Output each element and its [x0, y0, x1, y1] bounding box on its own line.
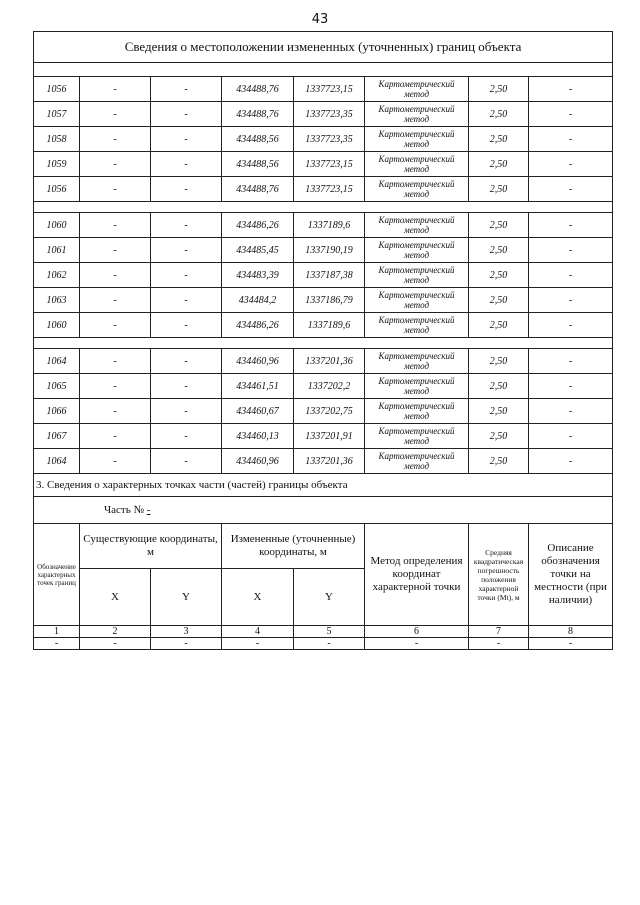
cell-y1: -: [151, 424, 222, 449]
cell-method: Картометрический метод: [365, 102, 469, 127]
cell-y2: 1337186,79: [294, 288, 365, 313]
empty-cell: -: [34, 638, 80, 650]
cell-y1: -: [151, 177, 222, 202]
cell-id: 1065: [34, 374, 80, 399]
cell-accuracy: 2,50: [469, 177, 529, 202]
cell-accuracy: 2,50: [469, 349, 529, 374]
empty-cell: -: [529, 638, 613, 650]
separator-cell: [34, 63, 613, 77]
cell-x1: -: [80, 152, 151, 177]
table-row: [34, 288, 613, 313]
cell-desc: -: [529, 238, 613, 263]
section3-row: [34, 474, 613, 497]
cell-id: 1058: [34, 127, 80, 152]
cell-method: Картометрический метод: [365, 288, 469, 313]
table-row: [34, 77, 613, 102]
cell-method: Картометрический метод: [365, 127, 469, 152]
cell-x2: 434488,76: [222, 77, 294, 102]
table-row: [34, 213, 613, 238]
cell-accuracy: 2,50: [469, 288, 529, 313]
column-index: 2: [80, 626, 151, 638]
header-method: Метод определения координат характерной точки: [365, 524, 469, 626]
table-row: [34, 238, 613, 263]
cell-x2: 434485,45: [222, 238, 294, 263]
cell-y2: 1337201,36: [294, 349, 365, 374]
cell-method: Картометрический метод: [365, 374, 469, 399]
cell-x1: -: [80, 374, 151, 399]
cell-y1: -: [151, 263, 222, 288]
cell-x1: -: [80, 424, 151, 449]
cell-x2: 434483,39: [222, 263, 294, 288]
cell-y2: 1337201,36: [294, 449, 365, 474]
empty-cell: -: [469, 638, 529, 650]
empty-cell: -: [80, 638, 151, 650]
cell-x1: -: [80, 102, 151, 127]
cell-id: 1064: [34, 349, 80, 374]
cell-y2: 1337189,6: [294, 313, 365, 338]
cell-id: 1063: [34, 288, 80, 313]
cell-desc: -: [529, 449, 613, 474]
cell-method: Картометрический метод: [365, 449, 469, 474]
cell-x2: 434488,76: [222, 102, 294, 127]
cell-accuracy: 2,50: [469, 449, 529, 474]
table-row: [34, 449, 613, 474]
cell-accuracy: 2,50: [469, 313, 529, 338]
cell-desc: -: [529, 374, 613, 399]
cell-x2: 434461,51: [222, 374, 294, 399]
empty-cell: -: [365, 638, 469, 650]
cell-x2: 434486,26: [222, 213, 294, 238]
cell-desc: -: [529, 349, 613, 374]
cell-x2: 434486,26: [222, 313, 294, 338]
table-row: [34, 152, 613, 177]
cell-accuracy: 2,50: [469, 263, 529, 288]
header-x-changed: X: [222, 569, 294, 626]
column-index: 4: [222, 626, 294, 638]
cell-y1: -: [151, 374, 222, 399]
cell-y1: -: [151, 288, 222, 313]
column-header-row: [34, 524, 613, 569]
empty-cell: -: [222, 638, 294, 650]
header-y-changed: Y: [294, 569, 365, 626]
column-index: 8: [529, 626, 613, 638]
cell-method: Картометрический метод: [365, 177, 469, 202]
cell-accuracy: 2,50: [469, 77, 529, 102]
table-row: [34, 424, 613, 449]
cell-x2: 434488,76: [222, 177, 294, 202]
section3-title: 3. Сведения о характерных точках части (частей) границы объекта: [34, 474, 613, 497]
cell-y2: 1337187,38: [294, 263, 365, 288]
cell-x2: 434484,2: [222, 288, 294, 313]
cell-x1: -: [80, 349, 151, 374]
column-index-row: [34, 626, 613, 638]
cell-id: 1066: [34, 399, 80, 424]
cell-y2: 1337189,6: [294, 213, 365, 238]
cell-id: 1057: [34, 102, 80, 127]
table-row: [34, 313, 613, 338]
cell-x2: 434460,13: [222, 424, 294, 449]
cell-x1: -: [80, 177, 151, 202]
cell-id: 1056: [34, 177, 80, 202]
column-index: 7: [469, 626, 529, 638]
column-index: 5: [294, 626, 365, 638]
cell-x2: 434488,56: [222, 127, 294, 152]
cell-x2: 434488,56: [222, 152, 294, 177]
cell-desc: -: [529, 102, 613, 127]
cell-y2: 1337723,15: [294, 152, 365, 177]
table-row: [34, 638, 613, 650]
cell-method: Картометрический метод: [365, 349, 469, 374]
cell-method: Картометрический метод: [365, 77, 469, 102]
cell-x1: -: [80, 313, 151, 338]
cell-y2: 1337723,15: [294, 177, 365, 202]
cell-y2: 1337202,75: [294, 399, 365, 424]
cell-accuracy: 2,50: [469, 238, 529, 263]
section-title: Сведения о местоположении измененных (уточненных) границ объекта: [34, 32, 613, 63]
column-index: 1: [34, 626, 80, 638]
cell-accuracy: 2,50: [469, 127, 529, 152]
cell-desc: -: [529, 177, 613, 202]
cell-y1: -: [151, 127, 222, 152]
header-y-existing: Y: [151, 569, 222, 626]
table-row: [34, 349, 613, 374]
cell-method: Картометрический метод: [365, 263, 469, 288]
cell-y2: 1337723,15: [294, 77, 365, 102]
cell-y1: -: [151, 152, 222, 177]
header-changed-coords: Измененные (уточненные) координаты, м: [222, 524, 365, 569]
page-number: 43: [311, 12, 329, 27]
cell-method: Картометрический метод: [365, 399, 469, 424]
cell-x1: -: [80, 399, 151, 424]
cell-method: Картометрический метод: [365, 213, 469, 238]
cell-x1: -: [80, 213, 151, 238]
cell-y2: 1337202,2: [294, 374, 365, 399]
cell-x2: 434460,96: [222, 449, 294, 474]
cell-method: Картометрический метод: [365, 424, 469, 449]
group-separator: [34, 63, 613, 77]
table-row: [34, 263, 613, 288]
cell-x1: -: [80, 77, 151, 102]
cell-id: 1062: [34, 263, 80, 288]
cell-y1: -: [151, 213, 222, 238]
cell-y2: 1337201,91: [294, 424, 365, 449]
table-row: [34, 177, 613, 202]
cell-y2: 1337723,35: [294, 102, 365, 127]
empty-cell: -: [294, 638, 365, 650]
table-row: [34, 399, 613, 424]
cell-accuracy: 2,50: [469, 424, 529, 449]
cell-accuracy: 2,50: [469, 102, 529, 127]
cell-y1: -: [151, 77, 222, 102]
cell-id: 1064: [34, 449, 80, 474]
part-row: [34, 497, 613, 524]
cell-y2: 1337723,35: [294, 127, 365, 152]
separator-cell: [34, 338, 613, 349]
separator-cell: [34, 202, 613, 213]
cell-desc: -: [529, 77, 613, 102]
part-number: -: [146, 504, 151, 516]
cell-desc: -: [529, 399, 613, 424]
cell-x1: -: [80, 238, 151, 263]
cell-method: Картометрический метод: [365, 313, 469, 338]
cell-id: 1059: [34, 152, 80, 177]
cell-accuracy: 2,50: [469, 399, 529, 424]
cell-desc: -: [529, 288, 613, 313]
part-label: Часть №: [104, 504, 144, 516]
cell-id: 1067: [34, 424, 80, 449]
cell-method: Картометрический метод: [365, 152, 469, 177]
cell-desc: -: [529, 424, 613, 449]
table-row: [34, 127, 613, 152]
cell-y1: -: [151, 102, 222, 127]
cell-desc: -: [529, 313, 613, 338]
table-row: [34, 102, 613, 127]
cell-desc: -: [529, 127, 613, 152]
cell-x2: 434460,67: [222, 399, 294, 424]
cell-x2: 434460,96: [222, 349, 294, 374]
cell-id: 1056: [34, 77, 80, 102]
cell-y2: 1337190,19: [294, 238, 365, 263]
cell-desc: -: [529, 152, 613, 177]
header-accuracy: Средняя квадратическая погрешность положения характерной точки (Mt), м: [469, 524, 529, 626]
cell-y1: -: [151, 313, 222, 338]
cell-accuracy: 2,50: [469, 213, 529, 238]
table-row: [34, 374, 613, 399]
group-separator: [34, 338, 613, 349]
cell-y1: -: [151, 349, 222, 374]
cell-x1: -: [80, 449, 151, 474]
part-cell: [34, 497, 613, 524]
cell-id: 1061: [34, 238, 80, 263]
cell-id: 1060: [34, 313, 80, 338]
cell-x1: -: [80, 127, 151, 152]
cell-accuracy: 2,50: [469, 152, 529, 177]
column-index: 3: [151, 626, 222, 638]
cell-y1: -: [151, 449, 222, 474]
cell-desc: -: [529, 263, 613, 288]
column-index: 6: [365, 626, 469, 638]
cell-y1: -: [151, 238, 222, 263]
header-point-id: Обозначение характерных точек границ: [34, 524, 80, 626]
cell-accuracy: 2,50: [469, 374, 529, 399]
group-separator: [34, 202, 613, 213]
cell-id: 1060: [34, 213, 80, 238]
cell-x1: -: [80, 263, 151, 288]
header-description: Описание обозначения точки на местности (при наличии): [529, 524, 613, 626]
cell-method: Картометрический метод: [365, 238, 469, 263]
header-x-existing: X: [80, 569, 151, 626]
cell-desc: -: [529, 213, 613, 238]
header-existing-coords: Существующие координаты, м: [80, 524, 222, 569]
empty-cell: -: [151, 638, 222, 650]
cell-y1: -: [151, 399, 222, 424]
boundary-points-table: [33, 31, 613, 650]
cell-x1: -: [80, 288, 151, 313]
